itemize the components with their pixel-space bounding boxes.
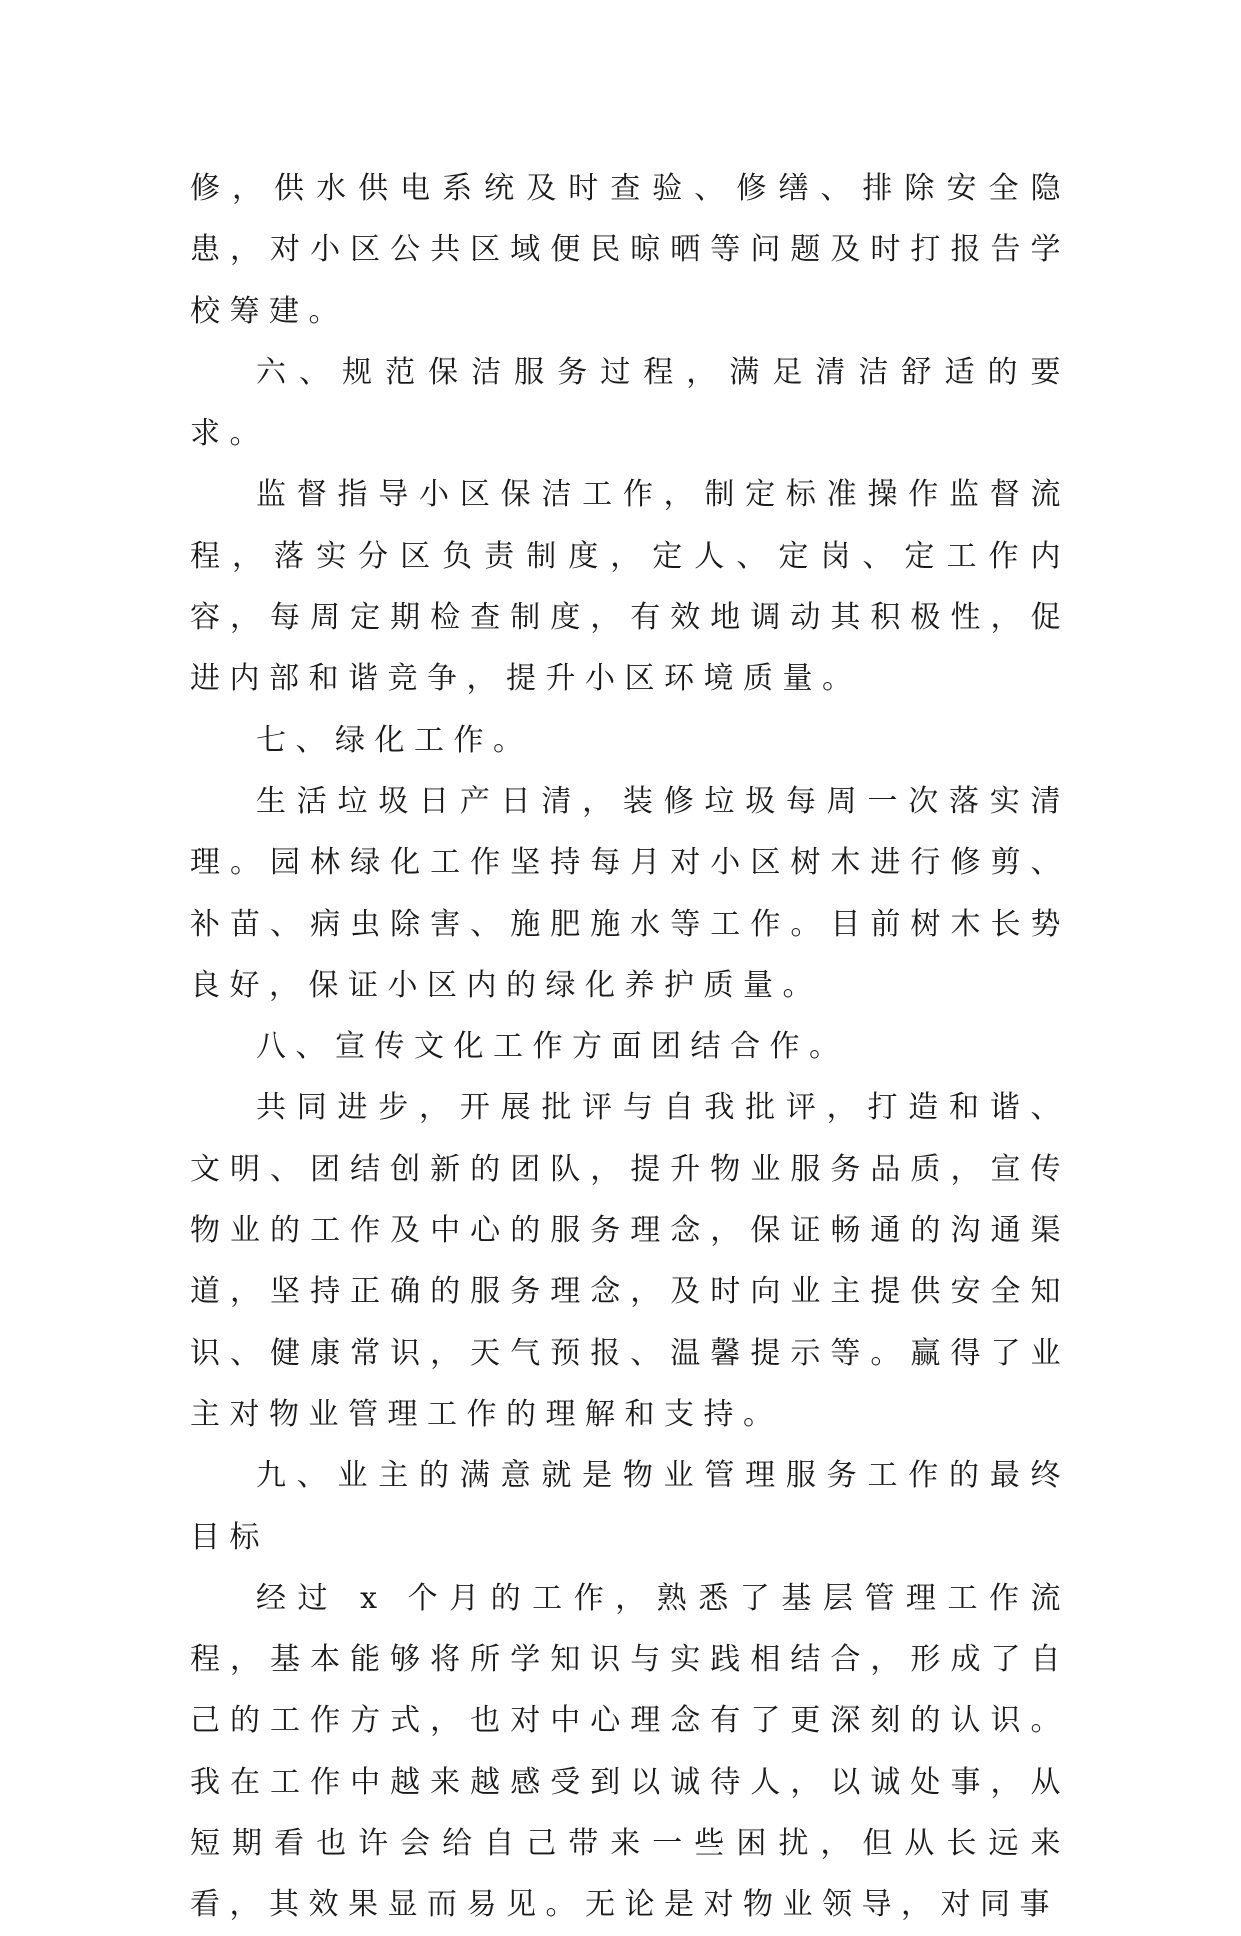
paragraph-continuation: 修，供水供电系统及时查验、修缮、排除安全隐患，对小区公共区域便民晾晒等问题及时打报告学校筹建。 xyxy=(190,171,1070,329)
section-heading-9: 九、业主的满意就是物业管理服务工作的最终目标 xyxy=(190,1458,1070,1555)
section-heading-7: 七、绿化工作。 xyxy=(256,722,533,758)
paragraph-summary: 经过 x 个月的工作，熟悉了基层管理工作流程，基本能够将所学知识与实践相结合，形成了自己的工作方式，也对中心理念有了更深刻的认识。我在工作中越来越感受到以诚待人，以诚处事，从短期看也许会给自己带来一些困扰，但从长远来看，其效果显而易见。无论是对物业领导，对同事 xyxy=(190,1580,1070,1923)
section-heading-8: 八、宣传文化工作方面团结合作。 xyxy=(256,1029,849,1065)
section-heading-6: 六、规范保洁服务过程，满足清洁舒适的要求。 xyxy=(190,354,1070,452)
paragraph-publicity: 共同进步，开展批评与自我批评，打造和谐、文明、团结创新的团队，提升物业服务品质，宣传物业的工作及中心的服务理念，保证畅通的沟通渠道，坚持正确的服务理念，及时向业主提供安全知识、健康常识，天气预报、温馨提示等。赢得了业主对物业管理工作的理解和支持。 xyxy=(190,1090,1070,1432)
document-body xyxy=(190,158,1070,1936)
paragraph-greening: 生活垃圾日产日清，装修垃圾每周一次落实清理。园林绿化工作坚持每月对小区树木进行修剪、补苗、病虫除害、施肥施水等工作。目前树木长势良好，保证小区内的绿化养护质量。 xyxy=(190,783,1070,1003)
paragraph-cleaning: 监督指导小区保洁工作，制定标准操作监督流程，落实分区负责制度，定人、定岗、定工作内容，每周定期检查制度，有效地调动其积极性，促进内部和谐竞争，提升小区环境质量。 xyxy=(190,477,1070,697)
